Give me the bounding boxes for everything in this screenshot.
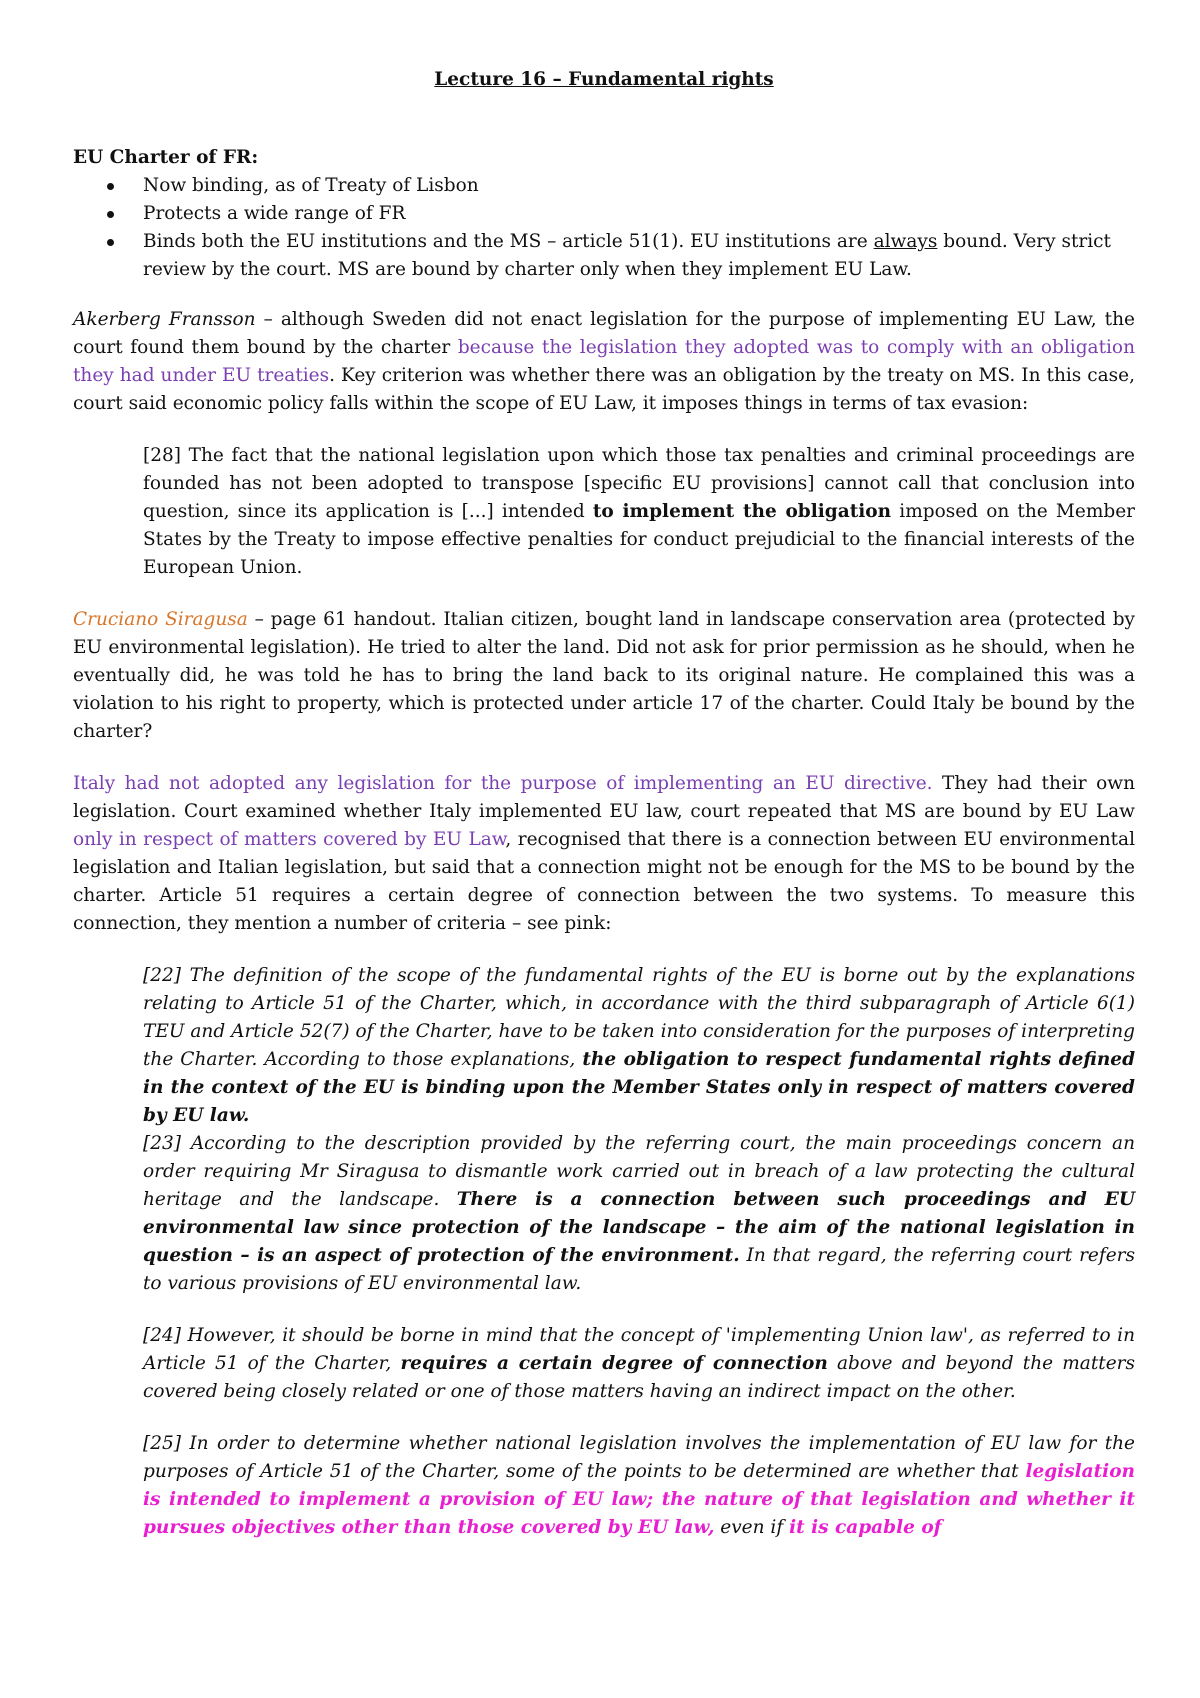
bullet-text: Protects a wide range of FR [143, 203, 406, 224]
paragraph-text: – although Sweden did not enact legislation for the purpose of implementing EU Law, the court found them bound by the charter [73, 309, 1135, 358]
list-item [143, 228, 1135, 284]
underlined-word: always [873, 231, 938, 252]
paragraph-text: – page 61 handout. Italian citizen, bought land in landscape conservation area (protected by EU environmental legislation). He tried to alter the land. Did not ask for prior permission as he should, when he eventually did, he was told he has to bring the land back to its original nature. He complained this was a violation to his right to property, which is protected under article 17 of the charter. Could Italy be bound by the charter? [73, 609, 1135, 742]
quote-text: even if [714, 1517, 790, 1538]
quote-23 [143, 1130, 1135, 1298]
highlighted-text: Italy had not adopted any legislation for the purpose of implementing an EU directive. [73, 773, 933, 794]
quote-bold-text: the obligation to respect fundamental rights defined in the context of the EU is binding upon the Member States only in respect of matters covered by EU law. [143, 1049, 1136, 1126]
bullet-list [73, 172, 1135, 284]
pink-highlight-text: it is capable of [789, 1517, 942, 1538]
bullet-text-part: Binds both the EU institutions and the MS – article 51(1). EU institutions are [143, 231, 874, 252]
paragraph-text: . Key criterion was whether there was an obligation by the treaty on MS. In this case, court said economic policy falls within the scope of EU Law, it imposes things in terms of tax evasion: [73, 365, 1135, 414]
quote-25 [143, 1430, 1135, 1542]
quote-text: above and beyond the matters covered being closely related or one of those matters having an indirect impact on the other. [143, 1353, 1135, 1402]
bullet-text-part: bound. Very strict review by the court. MS are bound by charter only when they implement EU Law. [143, 231, 1111, 280]
quote-28 [143, 442, 1135, 582]
quote-bold-text: requires a certain degree of connection [400, 1353, 828, 1374]
document-title: Lecture 16 – Fundamental rights [434, 69, 774, 90]
quote-text: [28] The fact that the national legislation upon which those tax penalties and criminal proceedings are founded has not been adopted to transpose [specific EU provisions] cannot call that conclusion into question, since its application is [...] intended [143, 445, 1135, 522]
quote-text: In that regard, the referring court refers to various provisions of EU environmental law. [143, 1245, 1135, 1294]
quote-text: [24] However, it should be borne in mind that the concept of 'implementing Union law', as referred to in Article 51 of the Charter, [143, 1325, 1135, 1374]
list-item [143, 200, 1135, 228]
case-name: Cruciano Siragusa [73, 609, 248, 630]
case-name: Akerberg Fransson [73, 309, 256, 330]
siragusa-paragraph [73, 606, 1135, 746]
list-item [143, 172, 1135, 200]
quote-text: [23] According to the description provided by the referring court, the main proceedings concern an order requiring Mr Siragusa to dismantle work carried out in breach of a law protecting the cultural heritage and the landscape. [143, 1133, 1135, 1210]
paragraph-text: , recognised that there is a connection between EU environmental legislation and Italian legislation, but said that a connection might not be enough for the MS to be bound by the charter. Article 51 requires a certain degree of connection between the two systems. To measure this connection, they mention a number of criteria – see pink: [73, 829, 1135, 934]
quote-text: [25] In order to determine whether national legislation involves the implementation of EU law for the purposes of Article 51 of the Charter, some of the points to be determined are whether that [143, 1433, 1135, 1482]
akerberg-paragraph [73, 306, 1135, 418]
quote-bold-text: There is a connection between such proceedings and EU environmental law since protection of the landscape – the aim of the national legislation in question – is an aspect of protection of the environment. [143, 1189, 1136, 1266]
italy-paragraph [73, 770, 1135, 938]
pink-highlight-text: legislation is intended to implement a provision of EU law; the nature of that legislation and whether it pursues objectives other than those covered by EU law, [143, 1461, 1135, 1538]
quote-22 [143, 962, 1135, 1130]
highlighted-text: because the legislation they adopted was to comply with an obligation they had under EU treaties [73, 337, 1135, 386]
quote-bold-text: to implement the obligation [592, 501, 892, 522]
quote-text: [22] The definition of the scope of the fundamental rights of the EU is borne out by the explanations relating to Article 51 of the Charter, which, in accordance with the third subparagraph of Article 6(1) TEU and Article 52(7) of the Charter, have to be taken into consideration for the purposes of interpreting the Charter. According to those explanations, [143, 965, 1135, 1070]
quote-text: imposed on the Member States by the Treaty to impose effective penalties for conduct prejudicial to the financial interests of the European Union. [143, 501, 1135, 578]
quote-24 [143, 1322, 1135, 1406]
bullet-icon [107, 211, 114, 218]
highlighted-text: only in respect of matters covered by EU Law [73, 829, 506, 850]
bullet-icon [107, 183, 114, 190]
bullet-text: Now binding, as of Treaty of Lisbon [143, 175, 479, 196]
bullet-icon [107, 239, 114, 246]
document-page [73, 66, 1135, 1566]
section-heading: EU Charter of FR: [73, 147, 259, 168]
paragraph-text: They had their own legislation. Court examined whether Italy implemented EU law, court repeated that MS are bound by EU Law [73, 773, 1135, 822]
